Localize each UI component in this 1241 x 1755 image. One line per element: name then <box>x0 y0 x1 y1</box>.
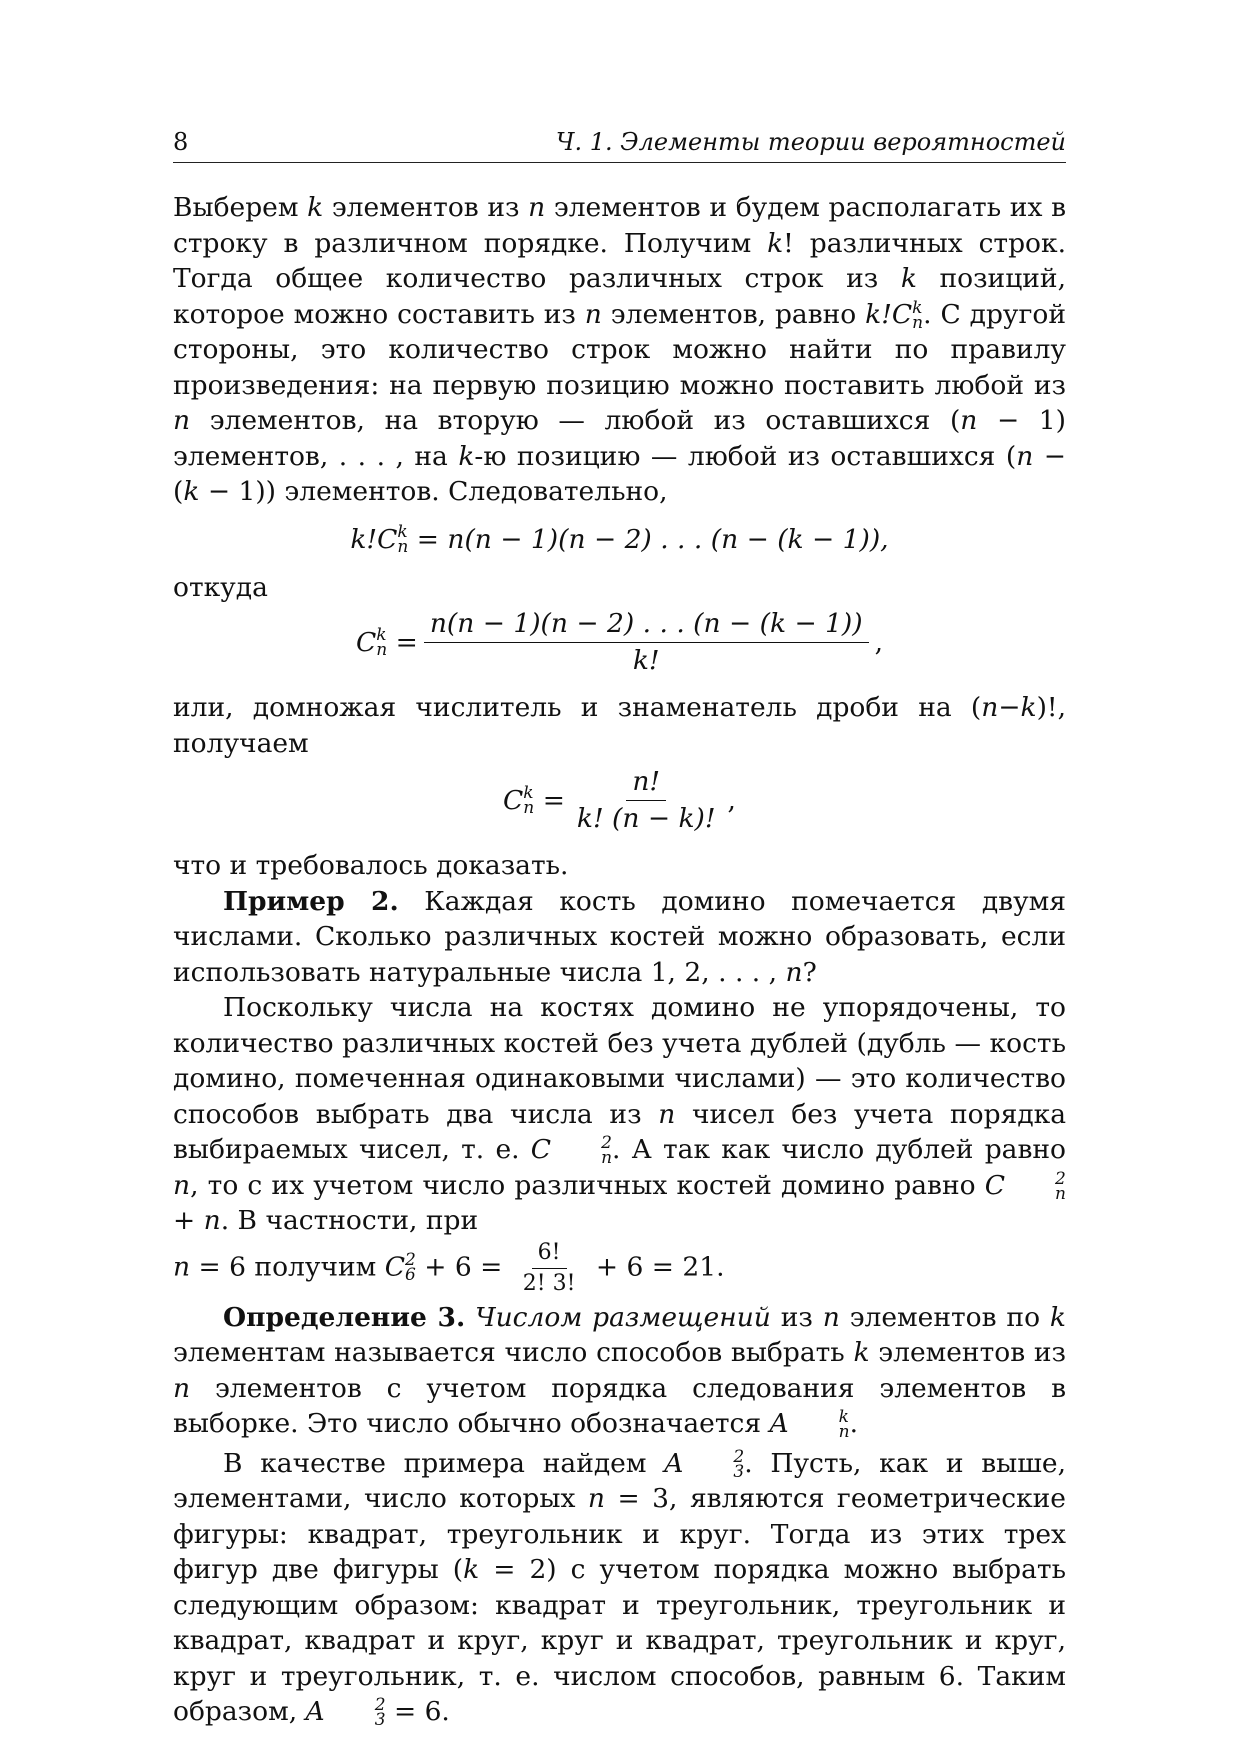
book-page <box>173 128 1066 1730</box>
example-2: Пример 2. Каждая кость домино помечается двумя числами. Сколько различных костей можно образовать, если использовать натуральные числа 1, 2, . . . , n? <box>173 885 1066 988</box>
running-header <box>173 128 1066 163</box>
paragraph-example-figures: В качестве примера найдем A 2 3 . Пусть, как и выше, элементами, число которых n = 3, являются геометрические фигуры: квадрат, треугольник и круг. Тогда из этих трех фигур две фигуры (k = 2) с учетом порядка можно выбрать следующим образом: квадрат и треугольник, треугольник и квадрат, квадрат и круг, круг и квадрат, треугольник и круг, круг и треугольник, т. е. числом способов, равным 6. Таким образом, A 2 3 = 6. <box>173 1446 1066 1730</box>
equation-1: k! C k n = n(n − 1)(n − 2) . . . (n − (k − 1)), <box>350 521 889 557</box>
page-number: 8 <box>173 128 189 156</box>
equation-3: C k n = $\frac{n!}{k! (n - k)!}$ , <box>503 766 736 834</box>
paragraph-qed: что и требовалось доказать. <box>173 850 569 881</box>
definition-label: Определение 3. <box>223 1301 466 1333</box>
paragraph-multiply: или, домножая числитель и знаменатель дроби на (n−k)!, получаем <box>173 692 1066 759</box>
equation-2: C k n = $\frac{n(n - 1)(n - 2) . . . (n - (k - 1))}{k!}$ , <box>355 608 884 676</box>
paragraph-domino-result: n = 6 получим C 2 6 + 6 = $\frac{6!}{2! 3!}$ + 6 = 21. <box>173 1239 725 1296</box>
definition-3: Определение 3. Числом размещений из n элементов по k элементам называется число способов выбрать k элементов из n элементов с учетом порядка следования элементов в выборке. Это число обычно обозначается A k n . <box>173 1301 1066 1442</box>
running-title: Ч. 1. Элементы теории вероятностей <box>555 128 1066 156</box>
paragraph-proof: Выберем k элементов из n элементов и будем располагать их в строку в различном порядке. Получим k! различных строк. Тогда общее количество различных строк из k позиций, которое можно составить из n элементов, равно k!C k n . С другой стороны, это количество строк можно найти по правилу произведения: на первую позицию можно поставить любой из n элементов, на вторую — любой из оставшихся (n − 1) элементов, . . . , на k-ю позицию — любой из оставшихся (n − (k − 1)) элементов. Следовательно, <box>173 192 1067 507</box>
paragraph-otkuda: откуда <box>173 571 268 603</box>
paragraph-domino: Поскольку числа на костях домино не упорядочены, то количество различных костей без учета дублей (дубль — кость домино, помеченная одинаковыми числами) — это количество способов выбрать два числа из n чисел без учета порядка выбираемых чисел, т. е. C 2 n . А так как число дублей равно n, то с их учетом число различных костей домино равно C 2 n + n. В частности, при <box>173 992 1066 1236</box>
definition-term: Числом размещений <box>475 1301 771 1333</box>
example-label: Пример 2. <box>223 885 399 917</box>
